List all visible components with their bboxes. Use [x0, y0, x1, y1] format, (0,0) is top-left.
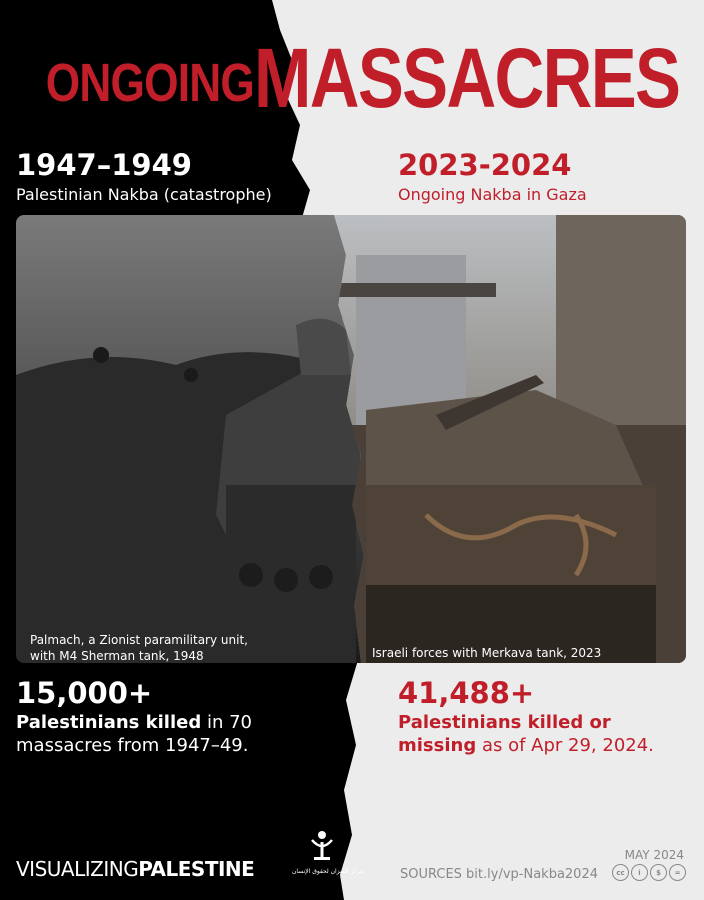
- nc-icon: $: [650, 864, 667, 881]
- left-subtitle: Palestinian Nakba (catastrophe): [16, 185, 272, 204]
- sources-text: SOURCES bit.ly/vp-Nakba2024: [400, 867, 598, 882]
- left-year: 1947–1949: [16, 148, 192, 182]
- right-photo-caption: Israeli forces with Merkava tank, 2023: [372, 646, 602, 660]
- by-icon: i: [631, 864, 648, 881]
- creative-commons-badges: [612, 864, 686, 881]
- scales-icon: [304, 830, 340, 862]
- left-stat-number: 15,000+: [16, 676, 153, 710]
- right-year: 2023-2024: [398, 148, 572, 182]
- merkava-tank-photo: [316, 215, 686, 663]
- left-photo-caption: Palmach, a Zionist paramilitary unit, with M4 Sherman tank, 1948: [30, 633, 248, 663]
- al-mezan-logo: مركز الميزان لحقوق الإنسان: [292, 830, 352, 875]
- page-title: [0, 30, 704, 127]
- sherman-tank-photo: [16, 215, 376, 663]
- comparison-photos: [16, 215, 686, 663]
- date-label: MAY 2024: [624, 848, 684, 862]
- right-stat-number: 41,488+: [398, 676, 535, 710]
- nd-icon: =: [669, 864, 686, 881]
- left-stat-text: Palestinians killed in 70 massacres from 1947–49.: [16, 712, 252, 756]
- visualizing-palestine-logo: VISUALIZINGPALESTINE: [16, 857, 255, 881]
- title-ongoing: ONGOING: [45, 53, 255, 113]
- right-stat-text: Palestinians killed or missing as of Apr 29, 2024.: [398, 712, 654, 756]
- title-massacres: MASSACRES: [254, 31, 680, 125]
- right-subtitle: Ongoing Nakba in Gaza: [398, 185, 587, 204]
- cc-icon: cc: [612, 864, 629, 881]
